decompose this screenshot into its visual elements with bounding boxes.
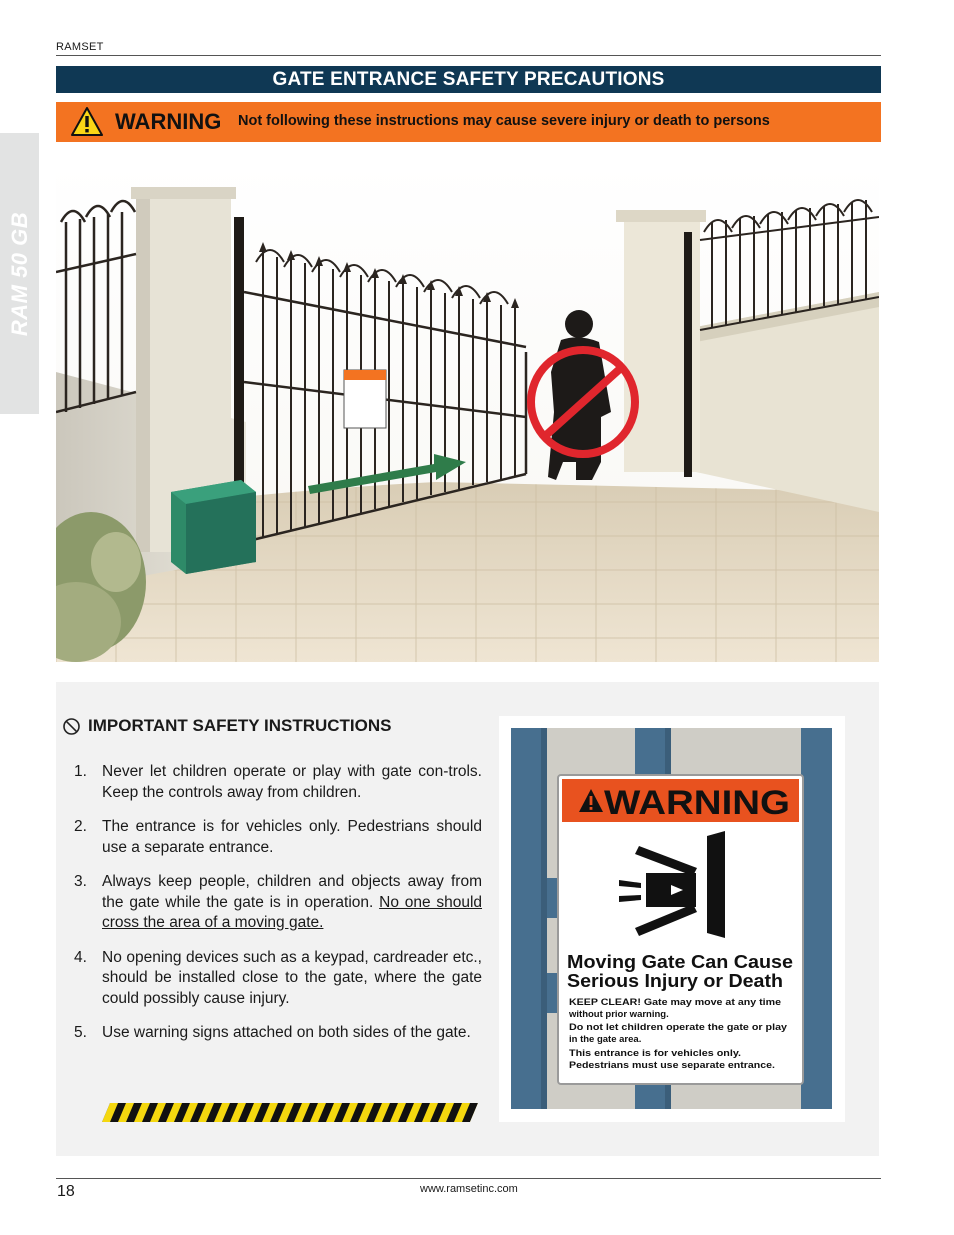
item-text: Use warning signs attached on both sides of the gate. — [102, 1024, 471, 1041]
list-item — [74, 948, 482, 1010]
item-number: 5. — [74, 1024, 87, 1041]
item-number: 2. — [74, 818, 87, 835]
item-number: 4. — [74, 948, 87, 966]
item-emphasis: No one should cross the area of a moving gate. — [102, 893, 483, 931]
item-text: The entrance is for vehicles only. Pedestrians should use a separate entrance. — [102, 818, 482, 856]
instructions-heading: IMPORTANT SAFETY INSTRUCTIONS — [88, 716, 392, 735]
item-number: 1. — [74, 763, 87, 780]
warning-triangle-icon — [70, 106, 104, 137]
section-title-bar — [56, 66, 881, 93]
sign-line2: without prior warning. — [569, 1009, 669, 1020]
item-text: No opening devices such as a keypad, cardreader etc., should be installed close to the gate, where the gate could possibly cause injury. — [102, 948, 482, 1007]
sign-line4: in the gate area. — [569, 1034, 642, 1045]
instructions-list — [74, 762, 482, 1058]
list-item — [74, 1023, 482, 1044]
sign-line1: KEEP CLEAR! Gate may move at any time — [569, 997, 781, 1008]
prohibited-icon — [62, 717, 81, 736]
hazard-stripe — [94, 1103, 478, 1122]
list-item — [74, 817, 482, 858]
list-item — [74, 872, 482, 934]
item-number: 3. — [74, 873, 87, 890]
gate-illustration — [56, 162, 879, 662]
item-text: Always keep people, children and objects away from the gate while the gate is in operation. — [102, 873, 482, 911]
warning-banner — [56, 102, 881, 142]
instructions-heading-row — [62, 716, 392, 736]
warning-sign-photo — [511, 728, 832, 1109]
brand-name: RAMSET — [56, 41, 104, 53]
top-divider — [56, 55, 881, 56]
page-number: 18 — [57, 1183, 75, 1200]
item-text-wrapper — [102, 872, 482, 934]
item-text: Never let children operate or play with gate con-trols. Keep the controls away from children. — [102, 763, 482, 801]
list-item — [74, 762, 482, 803]
sign-line3: Do not let children operate the gate or play — [569, 1022, 788, 1033]
website-url: www.ramsetinc.com — [420, 1183, 518, 1195]
section-title: GATE ENTRANCE SAFETY PRECAUTIONS — [272, 68, 665, 90]
warning-label: WARNING — [115, 109, 222, 134]
side-tab — [0, 133, 39, 414]
sign-line5: This entrance is for vehicles only. — [569, 1048, 741, 1059]
sign-header: WARNING — [604, 784, 790, 822]
sign-line6: Pedestrians must use separate entrance. — [569, 1060, 775, 1071]
side-tab-label: RAM 50 GB — [6, 211, 32, 336]
warning-text: Not following these instructions may cause severe injury or death to persons — [238, 113, 770, 129]
sign-title-line2: Serious Injury or Death — [567, 970, 783, 991]
bottom-divider — [56, 1178, 881, 1179]
sign-title-line1: Moving Gate Can Cause — [567, 951, 793, 972]
